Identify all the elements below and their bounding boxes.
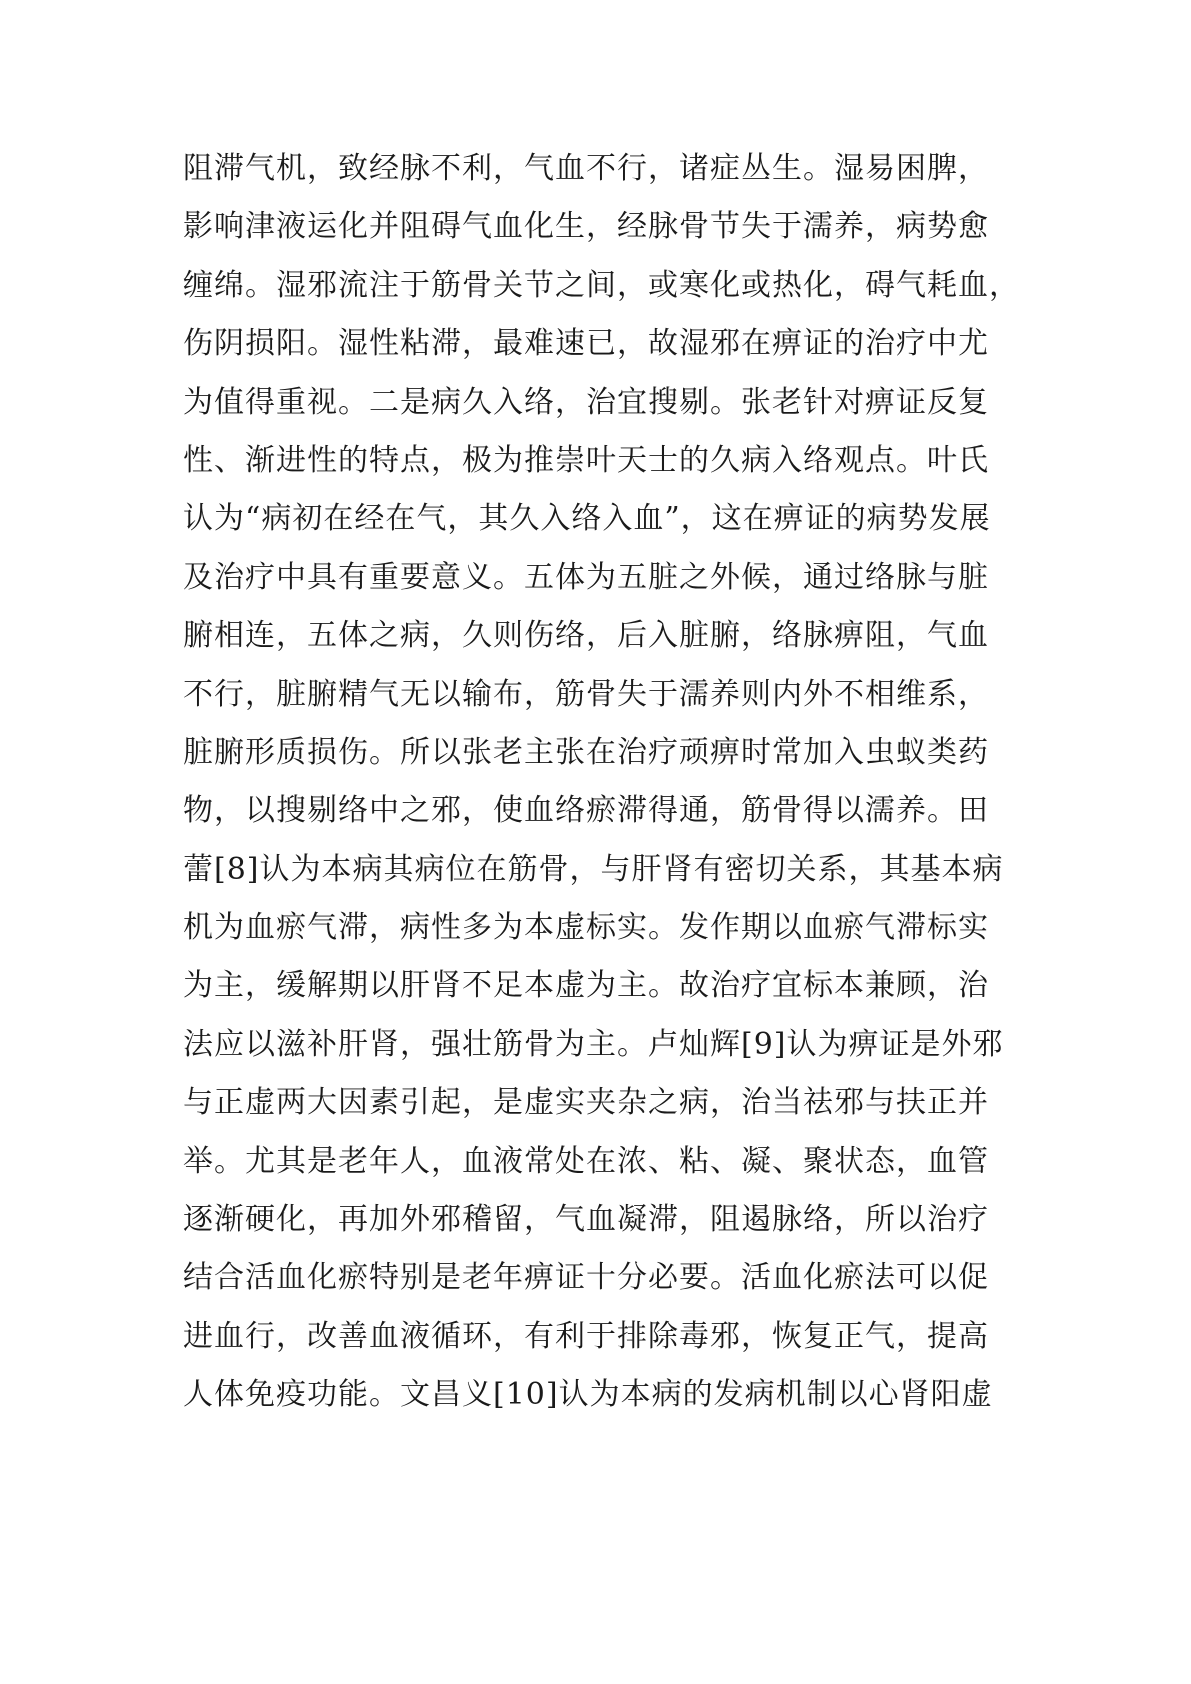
text-line: 伤阴损阳。湿性粘滞，最难速已，故湿邪在痹证的治疗中尤 [183,326,989,362]
text-line: 及治疗中具有重要意义。五体为五脏之外候，通过络脉与脏 [183,559,989,595]
text-line: 腑相连，五体之病，久则伤络，后入脏腑，络脉痹阻，气血 [183,618,989,654]
text-line: 举。尤其是老年人，血液常处在浓、粘、凝、聚状态，血管 [183,1143,989,1179]
text-line: 不行，脏腑精气无以输布，筋骨失于濡养则内外不相维系， [183,676,989,712]
text-line: 性、渐进性的特点，极为推崇叶天士的久病入络观点。叶氏 [183,442,989,478]
text-line: 为主，缓解期以肝肾不足本虚为主。故治疗宜标本兼顾，治 [183,968,989,1004]
text-line: 为值得重视。二是病久入络，治宜搜剔。张老针对痹证反复 [183,384,989,420]
text-line: 法应以滋补肝肾，强壮筋骨为主。卢灿辉[9]认为痹证是外邪 [183,1026,1004,1062]
text-line: 进血行，改善血液循环，有利于排除毒邪，恢复正气，提高 [183,1318,989,1354]
text-line: 脏腑形质损伤。所以张老主张在治疗顽痹时常加入虫蚁类药 [183,734,989,770]
text-line: 影响津液运化并阻碍气血化生，经脉骨节失于濡养，病势愈 [183,209,989,245]
text-line: 认为“病初在经在气，其久入络入血”，这在痹证的病势发展 [183,501,991,537]
text-line: 机为血瘀气滞，病性多为本虚标实。发作期以血瘀气滞标实 [183,910,989,946]
text-line: 缠绵。湿邪流注于筋骨关节之间，或寒化或热化，碍气耗血， [183,267,1020,303]
text-line: 阻滞气机，致经脉不利，气血不行，诸症丛生。湿易困脾， [183,151,989,186]
body-text [183,140,1063,1425]
text-line: 蕾[8]认为本病其病位在筋骨，与肝肾有密切关系，其基本病 [183,851,1004,887]
text-line: 逐渐硬化，再加外邪稽留，气血凝滞，阻遏脉络，所以治疗 [183,1202,989,1238]
text-line: 与正虚两大因素引起，是虚实夹杂之病，治当祛邪与扶正并 [183,1085,989,1121]
text-line: 物，以搜剔络中之邪，使血络瘀滞得通，筋骨得以濡养。田 [183,793,989,829]
text-line: 结合活血化瘀特别是老年痹证十分必要。活血化瘀法可以促 [183,1260,989,1296]
text-line: 人体免疫功能。文昌义[10]认为本病的发病机制以心肾阳虚 [183,1377,993,1413]
